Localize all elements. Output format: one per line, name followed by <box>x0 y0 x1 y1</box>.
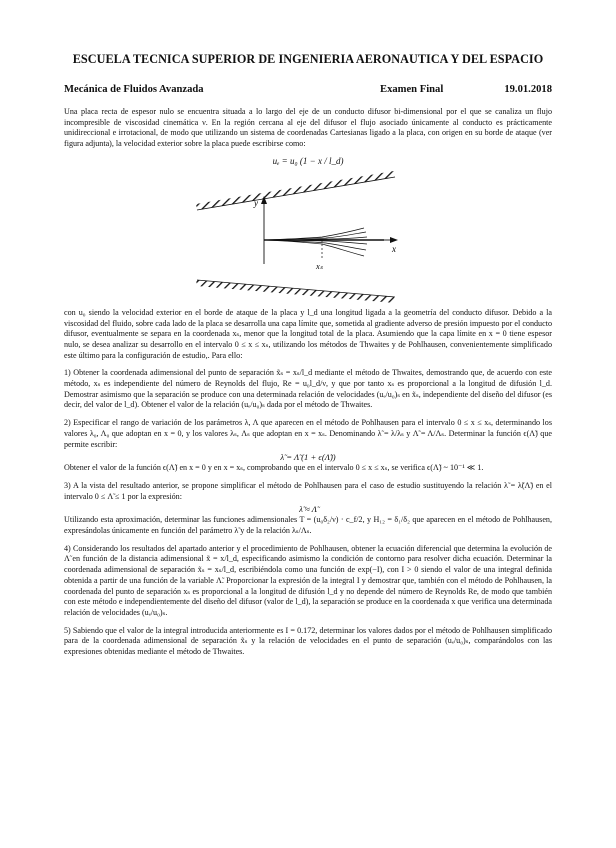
upper-wall-edge <box>197 177 395 210</box>
upper-wall <box>196 171 395 210</box>
school-title: ESCUELA TECNICA SUPERIOR DE INGENIERIA AERONAUTICA Y DEL ESPACIO <box>72 52 544 66</box>
question-5: 5) Sabiendo que el valor de la integral introducida anteriormente es I = 0.172, determinar los valores dados por el método de Pohlhausen simplificado para de la coordenada adimensional de separación x̃ₛ y la relación de velocidades en el punto de separación (uₑ/u₀)ₛ, comparándolos con las expresiones obtenidas mediante el método de Thwaites. <box>64 625 552 657</box>
x-axis-label: x <box>392 243 396 254</box>
exam-page <box>64 52 552 658</box>
diffuser-figure <box>64 168 552 308</box>
exam-date: 19.01.2018 <box>504 84 552 95</box>
question-2: 2) Especificar el rango de variación de los parámetros λ, Λ que aparecen en el método de Pohlhausen para el intervalo 0 ≤ x ≤ xₛ, determinando los valores λ₀, Λ₀ que adoptan en x = 0, y los valores λₛ, Λₛ que adoptan en x = xₛ. Denominando λ̃ = λ/λₛ y Λ̃ = Λ/Λₛ. Determinar la función ϵ(Λ̃) que permite escribir: <box>64 418 552 449</box>
question-3-equation: λ̃ ≈ Λ̃ <box>299 504 317 515</box>
boundary-layer-lines <box>264 228 367 256</box>
course-title: Mecánica de Fluidos Avanzada <box>64 84 204 95</box>
y-axis-label: y <box>254 197 258 208</box>
question-3-tail: Utilizando esta aproximación, determinar las funciones adimensionales T = (u₀δ₂/ν) · c_f/2, y H₁₂ = δ₁/δ₂ que aparecen en el método de Pohlhausen, expresándolas únicamente en función del parámetro λ̃ y de la relación λₛ/Λₛ. <box>64 515 552 536</box>
setup-paragraph: con u₀ siendo la velocidad exterior en el borde de ataque de la placa y l_d una longitud ligada a la geometría del conducto difusor. Debido a la viscosidad del fluido, sobre cada lado de la placa se desarrolla una capa límite que, sometida al gradiente adverso de presión impuesto por el conducto difusor, eventualmente se separa en la coordenada xₛ, menor que la longitud total de la placa. Asumiendo que la capa límite en x = 0 tiene espesor nulo, se desea analizar su desarrollo en el intervalo 0 ≤ x ≤ xₛ, utilizando los métodos de Thwaites y de Pohlhausen, convenientemente simplificado este último para la configuración de estudio,. Para ello: <box>64 307 552 360</box>
question-3: 3) A la vista del resultado anterior, se propone simplificar el método de Pohlhausen para el caso de estudio sustituyendo la relación λ̃ = λ̃(Λ̃) en el intervalo 0 ≤ Λ̃ ≤ 1 por la expresión: <box>64 480 552 501</box>
intro-paragraph: Una placa recta de espesor nulo se encuentra situada a lo largo del eje de un conducto difusor bi-dimensional por el que se canaliza un flujo incompresible de viscosidad cinemática ν. En la región cercana al eje del difusor el flujo asociado únicamente al conducto es prácticamente unidireccional e irrotacional, de modo que utilizando un sistema de coordenadas Cartesianas ligado a la placa, con origen en su borde de ataque (ver figura adjunta), la velocidad exterior sobre la placa puede escribirse como: <box>64 107 552 149</box>
exam-title: Examen Final <box>380 84 444 95</box>
question-4: 4) Considerando los resultados del apartado anterior y el procedimiento de Pohlhausen, obtener la ecuación diferencial que determina la evolución de Λ̃ en función de la distancia adimensional x̃ = x/l_d, especificando asimismo la condición de contorno para resolver dicha ecuación. Determinar la coordenada adimensional de separación x̃ₛ = xₛ/l_d, escribiéndola como una función de exp(−I), con I > 0 siendo el valor de una integral definida obtenida a partir de una función de la variable Λ̃. Proporcionar la expresión de la integral I y demostrar que, también con el método de Pohlhausen, la coordenada del punto de separación xₛ es proporcional a la longitud de difusión l_d y no depende del número de Reynolds Re, de modo que también con este método e independientemente del diseño del difusor (valor de l_d), la separación se produce en la coordenada x que verifica una determinada relación de velocidades (uₑ/u₀)ₛ. <box>64 543 552 617</box>
velocity-equation: uₑ = u₀ (1 − x / l_d) <box>272 155 344 166</box>
question-1: 1) Obtener la coordenada adimensional del punto de separación x̃ₛ = xₛ/l_d mediante el método de Thwaites, demostrando que, de acuerdo con este método, xₛ es independiente del número de Reynolds del flujo, Re = u₀l_d/ν, y que por tanto xₛ es proporcional a la longitud de difusión l_d. Demostrar asimismo que la separación se produce con una determinada relación de velocidades (uₑ/u₀)ₛ en x̃ₛ, independiente del diseño del difusor (es decir, del valor de l_d). Obtener el valor de la relación (uₑ/u₀)ₛ dada por el método de Thwaites. <box>64 368 552 410</box>
x-axis-arrow <box>390 237 398 243</box>
question-2-equation: λ̃ = Λ̃ (1 + ϵ(Λ̃)) <box>280 452 336 463</box>
diffuser-diagram <box>64 168 552 308</box>
exam-subheader <box>64 84 552 100</box>
question-2-tail: Obtener el valor de la función ϵ(Λ̃) en x = 0 y en x = xₛ, comprobando que en el intervalo 0 ≤ x ≤ xₛ, se verifica ϵ(Λ̃) ~ 10⁻¹ ≪ 1. <box>64 463 484 473</box>
separation-label: xₛ <box>316 260 323 271</box>
lower-wall <box>196 280 395 303</box>
